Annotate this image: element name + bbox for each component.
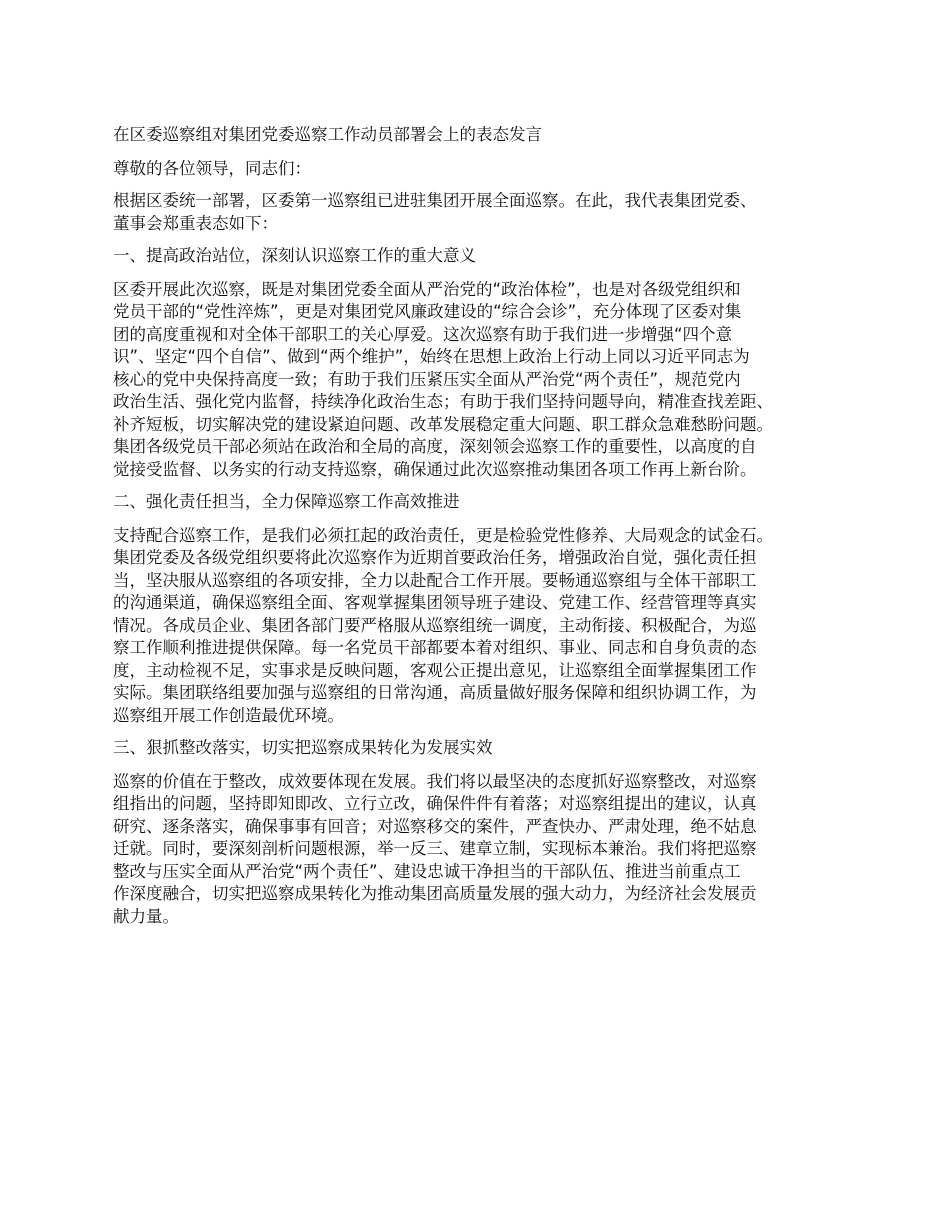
section-1-line: 补齐短板，切实解决党的建设紧迫问题、改革发展稳定重大问题、职工群众急难愁盼问题。: [113, 414, 773, 434]
intro-paragraph: [113, 190, 853, 235]
section-2-body: [113, 525, 853, 728]
section-3-line: 迁就。同时，要深刻剖析问题根源，举一反三、建章立制，实现标本兼治。我们将把巡察: [113, 839, 757, 858]
section-3-line: 研究、逐条落实，确保事事有回音；对巡察移交的案件，严查快办、严肃处理，绝不姑息: [113, 816, 757, 836]
section-2-line: 的沟通渠道，确保巡察组全面、客观掌握集团领导班子建设、党建工作、经营管理等真实: [113, 593, 757, 612]
section-2-line: 当，坚决服从巡察组的各项安排，全力以赴配合工作开展。要畅通巡察组与全体干部职工: [113, 570, 757, 590]
section-2-line: 实际。集团联络组要加强与巡察组的日常沟通，高质量做好服务保障和组织协调工作，为: [113, 683, 757, 702]
section-2-line: 支持配合巡察工作，是我们必须扛起的政治责任，更是检验党性修养、大局观念的试金石。: [113, 525, 773, 545]
section-1-line: 团的高度重视和对全体干部职工的关心厚爱。这次巡察有助于我们进一步增强“四个意: [113, 324, 733, 344]
salutation: 尊敬的各位领导，同志们：: [113, 158, 311, 178]
section-3-heading: 三、狠抓整改落实，切实把巡察成果转化为发展实效: [113, 738, 493, 757]
section-1-line: 政治生活、强化党内监督，持续净化政治生态；有助于我们坚持问题导向，精准查找差距、: [113, 392, 773, 411]
section-1-line: 集团各级党员干部必须站在政治和全局的高度，深刻领会巡察工作的重要性，以高度的自: [113, 437, 757, 456]
intro-line: 董事会郑重表态如下：: [113, 213, 278, 233]
section-1-line: 核心的党中央保持高度一致；有助于我们压紧压实全面从严治党“两个责任”，规范党内: [113, 369, 741, 389]
section-1-line: 识”、坚定“四个自信”、做到“两个维护”，始终在思想上政治上行动上同以习近平同志为: [113, 347, 750, 366]
section-2-line: 度，主动检视不足，实事求是反映问题，客观公正提出意见，让巡察组全面掌握集团工作: [113, 660, 757, 680]
section-3-line: 整改与压实全面从严治党“两个责任”、建设忠诚干净担当的干部队伍、推进当前重点工: [113, 861, 741, 881]
section-3-line: 作深度融合，切实把巡察成果转化为推动集团高质量发展的强大动力，为经济社会发展贡: [113, 884, 757, 903]
document-page: [113, 124, 853, 938]
section-2-line: 巡察组开展工作创造最优环境。: [113, 705, 344, 725]
section-3-line: 组指出的问题，坚持即知即改、立行立改，确保件件有着落；对巡察组提出的建议，认真: [113, 794, 757, 813]
section-1-line: 区委开展此次巡察，既是对集团党委全面从严治党的“政治体检”，也是对各级党组织和: [113, 279, 741, 299]
section-3-line: 巡察的价值在于整改，成效要体现在发展。我们将以最坚决的态度抓好巡察整改，对巡察: [113, 771, 757, 791]
section-1-line: 觉接受监督、以务实的行动支持巡察，确保通过此次巡察推动集团各项工作再上新台阶。: [113, 459, 757, 479]
section-1-line: 党员干部的“党性淬炼”，更是对集团党风廉政建设的“综合会诊”，充分体现了区委对集: [113, 302, 742, 321]
section-1-heading: 一、提高政治站位，深刻认识巡察工作的重大意义: [113, 246, 476, 265]
section-2-line: 察工作顺利推进提供保障。每一名党员干部都要本着对组织、事业、同志和自身负责的态: [113, 638, 757, 657]
section-2-heading: 二、强化责任担当，全力保障巡察工作高效推进: [113, 492, 460, 511]
section-2-line: 集团党委及各级党组织要将此次巡察作为近期首要政治任务，增强政治自觉，强化责任担: [113, 548, 757, 567]
section-3-line: 献力量。: [113, 906, 179, 926]
intro-line: 根据区委统一部署，区委第一巡察组已进驻集团开展全面巡察。在此，我代表集团党委、: [113, 191, 757, 210]
section-2-line: 情况。各成员企业、集团各部门要严格服从巡察组统一调度，主动衔接、积极配合，为巡: [113, 615, 757, 635]
section-3-body: [113, 771, 853, 929]
document-title: 在区委巡察组对集团党委巡察工作动员部署会上的表态发言: [113, 125, 542, 144]
section-1-body: [113, 279, 853, 482]
